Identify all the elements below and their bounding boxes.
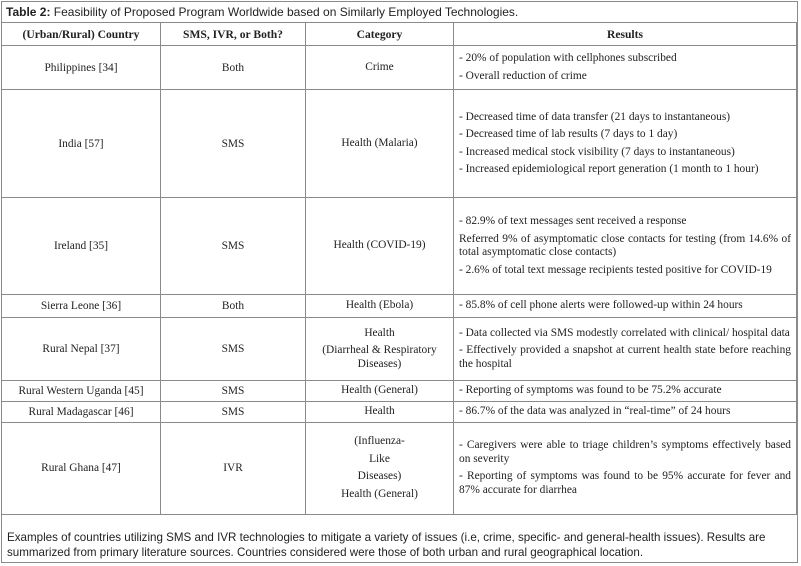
result-item: - 85.8% of cell phone alerts were followed-up within 24 hours (459, 299, 743, 312)
header-country: (Urban/Rural) Country (2, 23, 161, 46)
category-line: Health (General) (341, 384, 418, 396)
table-footnote: Examples of countries utilizing SMS and IVR technologies to mitigate a variety of issues (i.e, crime, specific- and general-health issues). Results are summarized from primary literature sources. Countries considered were those of both urban and rural geographical location. (7, 531, 766, 559)
table-row (2, 401, 797, 422)
result-item: - Data collected via SMS modestly correlated with clinical/ hospital data (459, 326, 790, 339)
category-line: Like (369, 452, 390, 465)
cell-country: India [57] (2, 90, 161, 198)
header-results: Results (454, 23, 797, 46)
caption-text: Feasibility of Proposed Program Worldwide based on Similarly Employed Technologies. (50, 5, 519, 19)
category-line: Health (Malaria) (341, 136, 418, 149)
result-item: - 2.6% of total text message recipients tested positive for COVID-19 (459, 263, 772, 276)
table-row (2, 422, 797, 514)
cell-results (454, 198, 797, 295)
cell-method: SMS (161, 198, 306, 295)
cell-results (454, 422, 797, 514)
cell-results (454, 46, 797, 90)
header-category: Category (306, 23, 454, 46)
category-line: Health (COVID-19) (333, 239, 426, 252)
cell-results (454, 295, 797, 318)
cell-category (306, 90, 454, 198)
category-line: (Influenza- (354, 435, 405, 447)
feasibility-table (1, 22, 797, 515)
cell-country: Rural Madagascar [46] (2, 401, 161, 422)
cell-method: Both (161, 295, 306, 318)
cell-category (306, 401, 454, 422)
cell-results (454, 318, 797, 381)
cell-category (306, 422, 454, 514)
caption-label: Table 2: (6, 5, 51, 19)
category-line: Diseases) (357, 470, 402, 482)
result-item: - 86.7% of the data was analyzed in “real-time” of 24 hours (459, 404, 731, 417)
cell-category (306, 318, 454, 381)
result-item: - Effectively provided a snapshot at current health state before reaching the hospital (459, 344, 791, 370)
cell-category (306, 295, 454, 318)
cell-method: SMS (161, 90, 306, 198)
cell-method: Both (161, 46, 306, 90)
cell-method: SMS (161, 381, 306, 402)
cell-method: SMS (161, 401, 306, 422)
cell-country: Ireland [35] (2, 198, 161, 295)
category-line: Health (364, 404, 395, 417)
cell-results (454, 381, 797, 402)
result-item: - Overall reduction of crime (459, 69, 587, 82)
cell-category (306, 381, 454, 402)
table-row (2, 295, 797, 318)
result-item: - Increased medical stock visibility (7 days to instantaneous) (459, 145, 735, 158)
category-line: Health (364, 326, 395, 339)
result-item: - Reporting of symptoms was found to be 75.2% accurate (459, 384, 722, 396)
result-item: - Caregivers were able to triage children’s symptoms effectively based on severity (459, 439, 791, 465)
table-row (2, 46, 797, 90)
category-line: Crime (365, 60, 394, 73)
result-item: - Decreased time of lab results (7 days to 1 day) (459, 128, 678, 140)
cell-country: Sierra Leone [36] (2, 295, 161, 318)
cell-country: Rural Western Uganda [45] (2, 381, 161, 402)
table-row (2, 318, 797, 381)
category-line: Health (General) (341, 487, 418, 500)
category-line: (Diarrheal & Respiratory Diseases) (322, 344, 437, 370)
cell-country: Rural Ghana [47] (2, 422, 161, 514)
category-line: Health (Ebola) (345, 299, 414, 312)
table-row (2, 381, 797, 402)
cell-results (454, 401, 797, 422)
table-row (2, 198, 797, 295)
header-method: SMS, IVR, or Both? (161, 23, 306, 46)
cell-category (306, 198, 454, 295)
cell-country: Rural Nepal [37] (2, 318, 161, 381)
cell-category (306, 46, 454, 90)
result-item: - Reporting of symptoms was found to be 95% accurate for fever and 87% accurate for diarrhea (459, 470, 791, 496)
result-item: - Increased epidemiological report generation (1 month to 1 hour) (459, 163, 759, 175)
cell-method: SMS (161, 318, 306, 381)
table-row (2, 90, 797, 198)
result-item: - Decreased time of data transfer (21 days to instantaneous) (459, 110, 731, 123)
cell-results (454, 90, 797, 198)
result-item: Referred 9% of asymptomatic close contacts for testing (from 14.6% of total asymptomatic close contacts) (459, 232, 791, 258)
cell-method: IVR (161, 422, 306, 514)
result-item: - 82.9% of text messages sent received a response (459, 215, 687, 227)
table-caption (6, 4, 791, 21)
result-item: - 20% of population with cellphones subscribed (459, 52, 677, 64)
header-row (2, 23, 797, 46)
cell-country: Philippines [34] (2, 46, 161, 90)
